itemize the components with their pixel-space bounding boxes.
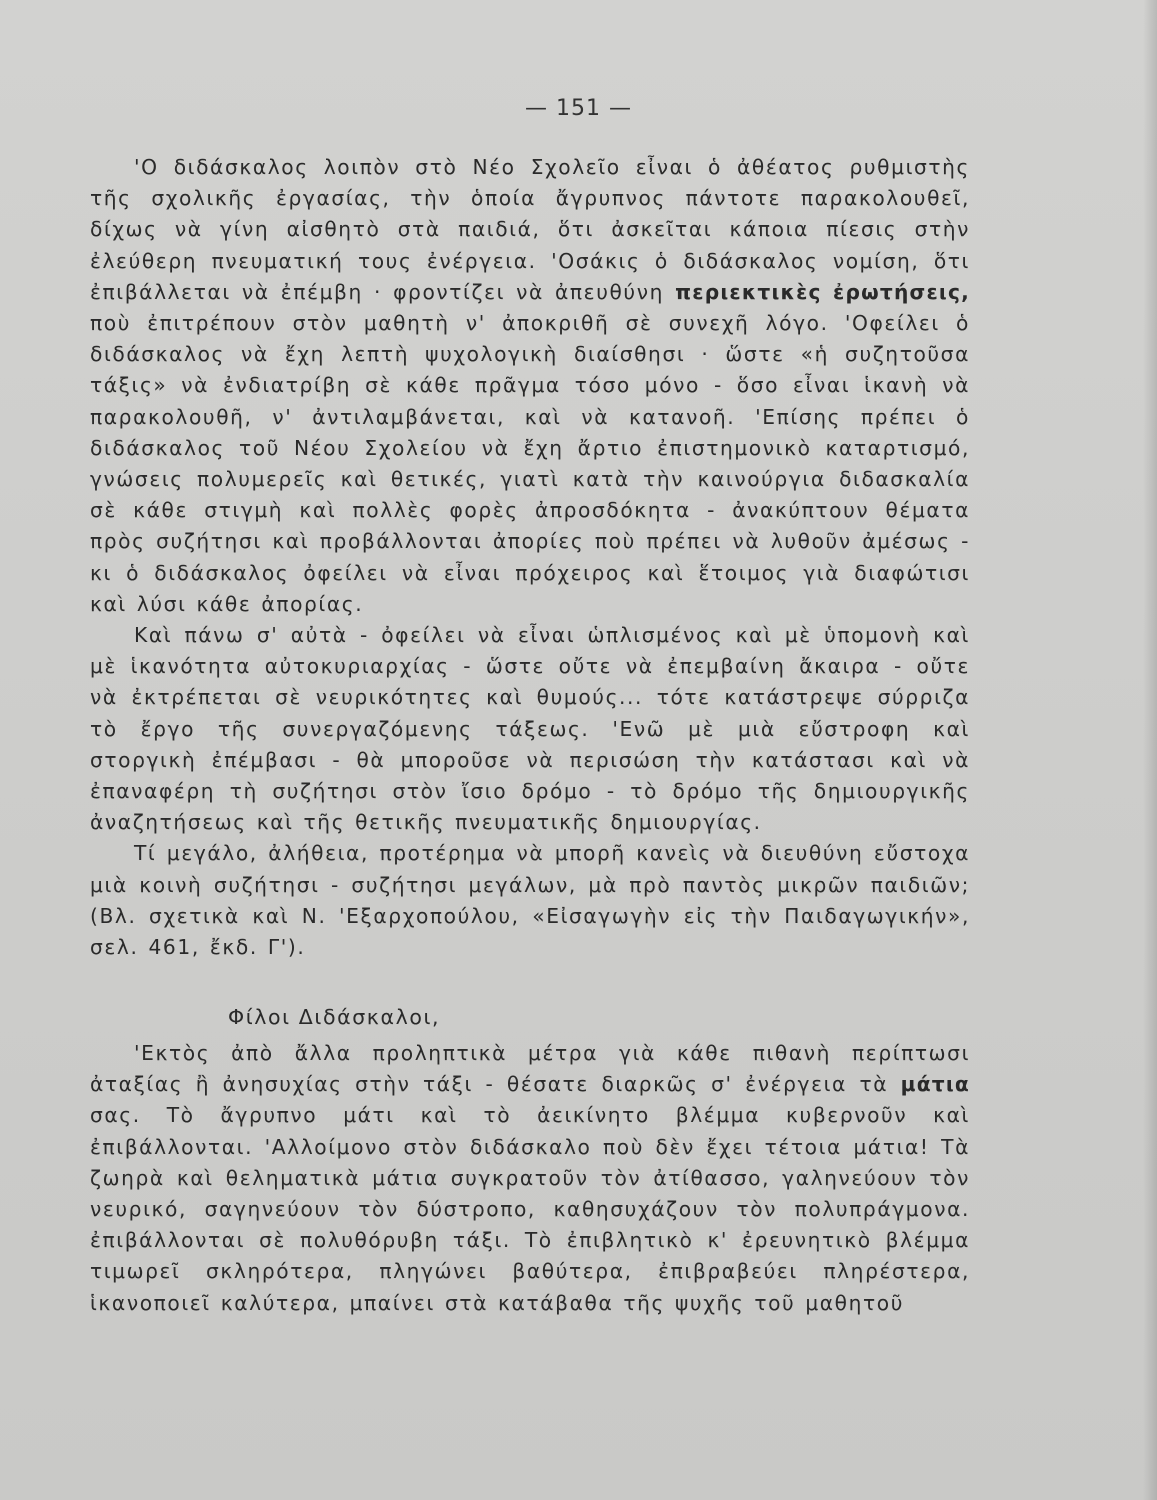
paragraph-text: σας. Τὸ ἄγρυπνο μάτι καὶ τὸ ἀεικίνητο βλέμμα κυβερνοῦν καὶ ἐπιβάλλονται. 'Αλλοίμονο στὸν διδάσκαλο ποὺ δὲν ἔχει τέτοια μάτια! Τὰ ζωηρὰ καὶ θεληματικὰ μάτια συγκρατοῦν τὸν ἀτίθασσο, γαληνεύουν τὸν νευρικό, σαγηνεύουν τὸν δύστροπο, καθησυχάζουν τὸν πολυπράγμονα. ἐπιβάλλονται σὲ πολυθόρυβη τάξι. Τὸ ἐπιβλητικὸ κ' ἐρευνητικὸ βλέμμα τιμωρεῖ σκληρότερα, πληγώνει βαθύτερα, ἐπιβραβεύει πληρέστερα, ἱκανοποιεῖ καλύτερα, μπαίνει στὰ κατάβαθα τῆς ψυχῆς τοῦ μαθητοῦ bbox=[90, 1103, 970, 1315]
text-block-one bbox=[90, 152, 970, 963]
salutation: Φίλοι Διδάσκαλοι, bbox=[228, 1005, 441, 1029]
paragraph-text: 'Ο διδάσκαλος λοιπὸν στὸ Νέο Σχολεῖο εἶναι ὁ ἀθέατος ρυθμιστὴς τῆς σχολικῆς ἐργασίας, τὴν ὁποία ἄγρυπνος πάντοτε παρακολουθεῖ, δίχως νὰ γίνη αἰσθητὸ στὰ παιδιά, ὅτι ἀσκεῖται κάποια πίεσις στὴν ἐλεύθερη πνευματική τους ἐνέργεια. 'Οσάκις ὁ διδάσκαλος νομίση, ὅτι ἐπιβάλλεται νὰ ἐπέμβη · φροντίζει νὰ ἀπευθύνη bbox=[90, 155, 970, 304]
paragraph-teacher-role bbox=[90, 152, 970, 620]
bold-phrase: περιεκτικὲς ἐρωτήσεις, bbox=[675, 279, 970, 304]
paragraph-discussion: Τί μεγάλο, ἀλήθεια, προτέρημα νὰ μπορῆ κανεὶς νὰ διευθύνη εὔστοχα μιὰ κοινὴ συζήτησι - συζήτησι μεγάλων, μὰ πρὸ παντὸς μικρῶν παιδιῶν; (Βλ. σχετικὰ καὶ Ν. 'Εξαρχοπούλου, «Εἰσαγωγὴν εἰς τὴν Παιδαγωγικήν», σελ. 461, ἔκδ. Γ'). bbox=[90, 841, 970, 960]
paragraph-self-control: Καὶ πάνω σ' αὐτὰ - ὀφείλει νὰ εἶναι ὡπλισμένος καὶ μὲ ὑπομονὴ καὶ μὲ ἱκανότητα αὐτοκυριαρχίας - ὥστε οὔτε νὰ ἐπεμβαίνη ἄκαιρα - οὔτε νὰ ἐκτρέπεται σὲ νευρικότητες καὶ θυμούς... τότε κατάστρεψε σύρριζα τὸ ἔργο τῆς συνεργαζόμενης τάξεως. 'Ενῶ μὲ μιὰ εὔστροφη καὶ στοργικὴ ἐπέμβασι - θὰ μποροῦσε νὰ περισώση τὴν κατάστασι καὶ νὰ ἐπαναφέρη τὴ συζήτησι στὸν ἴσιο δρόμο - τὸ δρόμο τῆς δημιουργικῆς ἀναζητήσεως καὶ τῆς θετικῆς πνευματικῆς δημιουργίας. bbox=[90, 623, 970, 835]
paragraph-eyes bbox=[90, 1038, 970, 1319]
paragraph-text: ποὺ ἐπιτρέπουν στὸν μαθητὴ ν' ἀποκριθῆ σὲ συνεχῆ λόγο. 'Οφείλει ὁ διδάσκαλος νὰ ἔχη λεπτὴ ψυχολογικὴ διαίσθησι · ὥστε «ἡ συζητοῦσα τάξις» νὰ ἐνδιατρίβη σὲ κάθε πρᾶγμα τόσο μόνο - ὅσο εἶναι ἱκανὴ νὰ παρακολουθῆ, ν' ἀντιλαμβάνεται, καὶ νὰ κατανοῆ. 'Επίσης πρέπει ὁ διδάσκαλος τοῦ Νέου Σχολείου νὰ ἔχη ἄρτιο ἐπιστημονικὸ καταρτισμό, γνώσεις πολυμερεῖς καὶ θετικές, γιατὶ κατὰ τὴν καινούργια διδασκαλία σὲ κάθε στιγμὴ καὶ πολλὲς φορὲς ἀπροσδόκητα - ἀνακύπτουν θέματα πρὸς συζήτησι καὶ προβάλλονται ἀπορίες ποὺ πρέπει νὰ λυθοῦν ἀμέσως - κι ὁ διδάσκαλος ὀφείλει νὰ εἶναι πρόχειρος καὶ ἕτοιμος γιὰ διαφώτισι καὶ λύσι κάθε ἀπορίας. bbox=[90, 311, 970, 616]
paragraph-text: 'Εκτὸς ἀπὸ ἄλλα προληπτικὰ μέτρα γιὰ κάθε πιθανὴ περίπτωσι ἀταξίας ἢ ἀνησυχίας στὴν τάξι - θέσατε διαρκῶς σ' ἐνέργεια τὰ bbox=[90, 1041, 970, 1097]
page-number: — 151 — bbox=[525, 96, 632, 121]
page-edge-shadow bbox=[1143, 0, 1157, 1500]
bold-word: μάτια bbox=[900, 1072, 970, 1097]
text-block-two bbox=[90, 1038, 970, 1319]
